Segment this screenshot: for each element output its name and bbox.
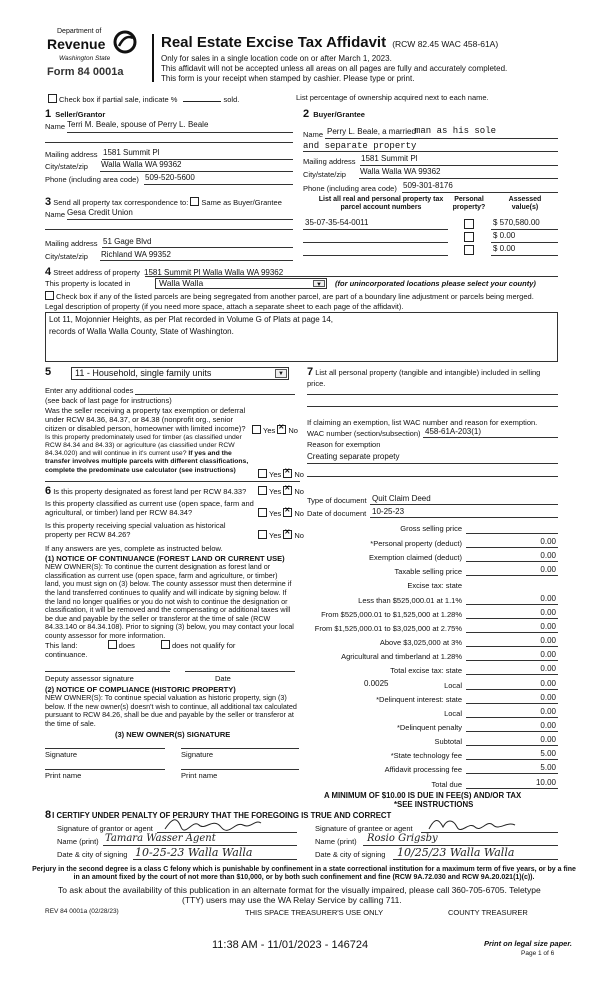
legal-label: Legal description of property (if you need more space, attach a separate sheet to each page of the affidavit).: [45, 302, 404, 311]
section-2: [303, 108, 558, 198]
same-as-buyer-checkbox[interactable]: [190, 197, 199, 206]
timber-question-text: Is this property predominately used for timber (as classified under RCW 84.34 and 84.33) or agriculture (as classified under RCW 84.34.020) and will continue in it's current use?: [45, 434, 242, 458]
tax-calculation: [300, 524, 558, 799]
section-4: [45, 266, 558, 362]
grantor-date-label: Date & city of signing: [57, 850, 128, 859]
grantee-date-field[interactable]: 10/25/23 Walla Walla: [397, 846, 515, 859]
grantee-signature[interactable]: [427, 815, 517, 833]
current-use-question: Is this property classified as current use (open space, farm and agricultural, or timber) land per RCW 84.34?: [45, 499, 254, 517]
segregated-checkbox[interactable]: [45, 291, 54, 300]
yes-label: Yes: [269, 487, 282, 496]
parcel-account-line: [303, 255, 448, 256]
partial-sold-label: sold.: [223, 95, 240, 104]
historic-no-checkbox[interactable]: [283, 530, 292, 539]
owner-sig1-label: Signature: [45, 750, 78, 759]
owner-print2-line: [181, 769, 299, 770]
tech-fee-line: [466, 759, 558, 760]
forest-question-text: Is this property designated as forest land per RCW 84.33?: [53, 487, 247, 496]
grantee-sig-line: [421, 832, 558, 833]
no-label: No: [294, 509, 304, 518]
tax-name-field[interactable]: Gesa Credit Union: [67, 208, 133, 217]
agri-value[interactable]: 0.00: [540, 650, 556, 659]
local-value[interactable]: 0.00: [540, 679, 556, 688]
alt-format-1: To ask about the availability of this publication in an alternate format for the visually impaired, please call 360-705-6705. Teletype: [58, 885, 541, 895]
tax-name-label: Name: [45, 210, 66, 219]
header-divider: [152, 34, 154, 82]
penalty-label: *Delinquent penalty: [396, 723, 462, 732]
tech-fee-label: *State technology fee: [390, 751, 462, 760]
see-instructions: *SEE INSTRUCTIONS: [394, 800, 474, 809]
grantee-sig-label: Signature of grantee or agent: [315, 824, 413, 833]
does-not-checkbox[interactable]: [161, 640, 170, 649]
grantor-date-line: [133, 859, 297, 860]
exemption-question: Was the seller receiving a property tax exemption or deferral under RCW 84.36, 84.37, or 84.38 (nonprofit org., senior citizen or disabled person, homeowner with limited income)?: [45, 406, 246, 433]
this-land-row: [45, 640, 235, 650]
parcel-value-line: [491, 255, 558, 256]
yes-label: Yes: [269, 531, 282, 540]
section-8: [45, 809, 558, 869]
tier1-value[interactable]: 0.00: [540, 594, 556, 603]
tax-mail-label: Mailing address: [45, 239, 98, 248]
grantee-name-field[interactable]: Rosio Grigsby: [367, 833, 438, 844]
wac-line: [423, 437, 558, 438]
q2-yesno: [258, 469, 304, 479]
section-6-number: 6: [45, 485, 52, 497]
buyer-city-field[interactable]: Walla Walla WA 99362: [360, 167, 441, 176]
buyer-mail-line: [360, 165, 558, 166]
subtotal-value[interactable]: 0.00: [540, 735, 556, 744]
delinquent-state-line: [466, 703, 558, 704]
buyer-mail-field[interactable]: 1581 Summit Pl: [361, 154, 418, 163]
seller-phone-field[interactable]: 509-520-5600: [145, 173, 195, 182]
q2-no-checkbox[interactable]: [283, 469, 292, 478]
notice2-title: (2) NOTICE OF COMPLIANCE (HISTORIC PROPERTY): [45, 685, 236, 694]
personal-property-text: List all personal property (tangible and intangible) included in selling price.: [307, 368, 541, 389]
revision-label: REV 84 0001a (02/28/23): [45, 908, 119, 915]
section-1-number: 1: [45, 108, 52, 120]
no-label: No: [294, 470, 304, 479]
unincorp-note: (for unincorporated locations please select your county): [335, 279, 536, 288]
form-number: Form 84 0001a: [47, 66, 124, 78]
if-any-yes: If any answers are yes, complete as instructed below.: [45, 544, 223, 553]
section-7: [307, 366, 558, 521]
agri-line: [466, 660, 558, 661]
notice1-title: (1) NOTICE OF CONTINUANCE (FOREST LAND OR CURRENT USE): [45, 554, 285, 563]
reason-label: Reason for exemption: [307, 440, 381, 449]
partial-sale-label: Check box if partial sale, indicate %: [59, 95, 178, 104]
buyer-name-label: Name: [303, 130, 324, 139]
parcel-account-line: [303, 242, 448, 243]
perjury-text: Perjury in the second degree is a class C felony which is punishable by confinement in a state correctional institution for a maximum term of five years, or by a fine in an amount fixed by the court of not more than $10,000, or by both such confinement and fine (RCW 9A.72.030 and RCW 9A.20.021(1)(c)).: [32, 866, 576, 882]
subtotal-line: [466, 745, 558, 746]
grantee-date-line: [393, 859, 558, 860]
notice3-title: (3) NEW OWNER(S) SIGNATURE: [115, 730, 231, 739]
doc-type-field[interactable]: Quit Claim Deed: [372, 494, 431, 503]
timber-question: [45, 434, 251, 475]
section-5-number: 5: [45, 366, 52, 378]
buyer-city-label: City/state/zip: [303, 170, 346, 179]
segregated-row: [45, 291, 534, 301]
agri-label: Agricultural and timberland at 1.28%: [341, 652, 462, 661]
forest-no-checkbox[interactable]: [283, 486, 292, 495]
personal-property-question: [307, 366, 558, 388]
section-3: [45, 196, 297, 262]
taxable-value[interactable]: 0.00: [540, 565, 556, 574]
street-label: Street address of property: [53, 268, 140, 277]
grantee-name-label: Name (print): [315, 837, 357, 846]
header-sub1: Only for sales in a single location code on or after March 1, 2023.: [161, 54, 392, 63]
parcel-row: [303, 218, 558, 230]
codes-label: Enter any additional codes: [45, 386, 134, 395]
header-sub3: This form is your receipt when stamped by cashier. Please type or print.: [161, 74, 415, 83]
total-state-label: Total excise tax: state: [390, 666, 462, 675]
parcel-row: [303, 231, 558, 243]
tier3-line: [466, 632, 558, 633]
partial-sale-checkbox[interactable]: [48, 94, 57, 103]
parcel-account[interactable]: 35-07-35-54-0011: [305, 218, 369, 227]
local-label: Local: [444, 681, 462, 690]
tier4-label: Above $3,025,000 at 3%: [379, 638, 462, 647]
tax-city-label: City/state/zip: [45, 252, 88, 261]
pp-line1: [307, 394, 558, 395]
tier1-line: [466, 604, 558, 605]
codes-note: (see back of last page for instructions): [45, 396, 172, 405]
tier3-value[interactable]: 0.00: [540, 622, 556, 631]
tax-city-field[interactable]: Richland WA 99352: [101, 250, 171, 259]
tax-name-line2: [45, 229, 293, 230]
location-value: Walla Walla: [159, 278, 204, 288]
dept-line1: Department of: [57, 28, 102, 35]
seller-mail-label: Mailing address: [45, 150, 98, 159]
seller-name-field[interactable]: Terri M. Beale, spouse of Perry L. Beale: [67, 120, 209, 129]
no-label: No: [294, 487, 304, 496]
treasurer-space: THIS SPACE TREASURER'S USE ONLY: [245, 908, 384, 917]
section-4-number: 4: [45, 266, 52, 278]
location-select[interactable]: [155, 278, 327, 289]
certify-text: I CERTIFY UNDER PENALTY OF PERJURY THAT THE FOREGOING IS TRUE AND CORRECT: [52, 811, 392, 820]
section-1: [45, 108, 293, 188]
partial-sale-row: [48, 93, 239, 104]
tax-name-line: [67, 219, 293, 220]
grantee-date-label: Date & city of signing: [315, 850, 386, 859]
form-rcw: (RCW 82.45 WAC 458-61A): [392, 39, 499, 49]
this-land-label: This land:: [45, 641, 78, 650]
notice2-text: NEW OWNER(S): To continue special valuation as historic property, sign (3) below. If the new owner(s) doesn't wish to continue, all additional tax calculated pursuant to RCW 84.26, shall be due and payable by the seller or transferor at the time of sale.: [45, 693, 297, 728]
seller-name-label: Name: [45, 122, 66, 131]
chevron-down-icon[interactable]: ▼: [313, 280, 325, 287]
parcel-value[interactable]: $ 0.00: [493, 244, 516, 253]
tax-city-line: [100, 260, 293, 261]
yes-label: Yes: [269, 509, 282, 518]
form-title-row: [161, 34, 498, 52]
buyer-name-typed: man as his sole: [415, 126, 497, 136]
local-line: [466, 689, 558, 690]
street-field[interactable]: 1581 Summit Pl Walla Walla WA 99362: [144, 268, 284, 277]
parcels-header-assessed: Assessed value(s): [508, 196, 542, 212]
dor-logo: [45, 28, 145, 80]
codes-line: [135, 394, 295, 395]
wac-label: WAC number (section/subsection): [307, 429, 421, 438]
located-label: This property is located in: [45, 279, 131, 288]
doc-type-line: [370, 504, 558, 505]
owner-sig1-line: [45, 748, 165, 749]
section-2-title: Buyer/Grantee: [313, 110, 365, 119]
no-label: No: [294, 531, 304, 540]
segregated-label: Check box if any of the listed parcels are being segregated from another parcel, are part of a boundary line adjustment or parcels being merged.: [56, 292, 534, 301]
notice1-text: NEW OWNER(S): To continue the current designation as forest land or classification as current use (open space, farm and agriculture, or timber) land, you must sign on (3) below. The county assessor must then determine if the land transferred continues to qualify and will indicate by signing below. If the land no longer qualifies or you do not wish to continue the designation or classification, it will be removed and the compensating or additional taxes will be due and payable by the seller or transferor at the time of sale (RCW 84.33.140 or 84.34.108). Prior to signing (3) below, you may contact your local county assessor for more information.: [45, 562, 294, 641]
buyer-phone-field[interactable]: 509-301-8176: [403, 181, 453, 190]
seller-name-line2: [45, 142, 293, 143]
doc-date-field[interactable]: 10-25-23: [372, 507, 405, 516]
tax-mail-line: [102, 247, 293, 248]
chevron-down-icon[interactable]: ▼: [275, 369, 287, 378]
parcel-value[interactable]: $ 570,580.00: [493, 218, 540, 227]
tier1-label: Less than $525,000.01 at 1.1%: [358, 596, 462, 605]
deputy-line: [45, 671, 170, 672]
tier3-label: From $1,525,000.01 to $3,025,000 at 2.75%: [314, 624, 462, 633]
q1-no-checkbox[interactable]: [277, 425, 286, 434]
timber-question-bold: If yes and the transfer involves multiple parcels with different classifications, complete the predominate use calculator (see instructions): [45, 450, 249, 474]
seller-name-line: [67, 132, 293, 133]
personal-line: [466, 547, 558, 548]
gross-line: [466, 533, 558, 534]
owner-print2-label: Print name: [181, 771, 218, 780]
total-due-value[interactable]: 10.00: [535, 778, 556, 787]
section-7-number: 7: [307, 366, 314, 378]
total-due-label: Total due: [431, 780, 462, 789]
total-state-line: [466, 674, 558, 675]
delinquent-state-label: *Delinquent interest: state: [376, 695, 462, 704]
proc-fee-label: Affidavit processing fee: [384, 765, 462, 774]
q2-yes-checkbox[interactable]: [258, 469, 267, 478]
taxable-line: [466, 575, 558, 576]
dor-swirl-icon: [111, 30, 139, 54]
land-use-select[interactable]: [71, 367, 289, 380]
forest-yesno: [258, 486, 304, 496]
buyer-mail-label: Mailing address: [303, 157, 356, 166]
minimum-note: A MINIMUM OF $10.00 IS DUE IN FEE(S) AND/OR TAX: [324, 791, 522, 800]
deputy-label: Deputy assessor signature: [45, 674, 134, 683]
ownership-pct-note: List percentage of ownership acquired next to each name.: [296, 93, 489, 102]
buyer-name-line: [325, 138, 558, 139]
owner-sig2-line: [181, 748, 299, 749]
subtotal-label: Subtotal: [434, 737, 462, 746]
does-not-label: does not qualify for: [171, 641, 236, 650]
delinquent-local-value[interactable]: 0.00: [540, 707, 556, 716]
excise-state-label: Excise tax: state: [407, 581, 462, 590]
reason-field[interactable]: Creating separate propety: [307, 452, 400, 461]
header-sub2: This affidavit will not be accepted unless all areas on all pages are fully and accurately completed.: [161, 64, 508, 73]
section-5: [45, 366, 304, 482]
no-label: No: [288, 426, 298, 435]
grantor-name-field[interactable]: Tamara Wasser Agent: [105, 833, 216, 844]
legal-paper-note: Print on legal size paper.: [484, 939, 572, 948]
yes-label: Yes: [263, 426, 276, 435]
delinquent-local-label: Local: [444, 709, 462, 718]
doc-date-line: [370, 517, 558, 518]
parcels-header-personal: Personal property?: [452, 196, 486, 212]
section-1-title: Seller/Grantor: [55, 110, 106, 119]
parcel-personal-checkbox[interactable]: [464, 219, 474, 229]
local-rate: 0.0025: [364, 679, 389, 688]
section-3-label: Send all property tax correspondence to:: [53, 198, 189, 207]
q1-yesno: [252, 425, 298, 435]
historic-yes-checkbox[interactable]: [258, 530, 267, 539]
buyer-phone-label: Phone (including area code): [303, 184, 397, 193]
alt-format-2: (TTY) users may use the WA Relay Service by calling 711.: [182, 895, 402, 905]
seller-phone-label: Phone (including area code): [45, 175, 139, 184]
doc-date-label: Date of document: [307, 509, 367, 518]
grantor-name-label: Name (print): [57, 837, 99, 846]
parcel-personal-checkbox[interactable]: [464, 245, 474, 255]
does-label: does: [118, 641, 135, 650]
deputy-date-line: [185, 671, 295, 672]
grantor-signature[interactable]: [163, 815, 263, 833]
forest-yes-checkbox[interactable]: [258, 486, 267, 495]
taxable-label: Taxable selling price: [394, 567, 462, 576]
seller-city-line: [100, 171, 293, 172]
parcels-table: [303, 196, 558, 266]
buyer-phone-line: [402, 192, 558, 193]
seller-city-field[interactable]: Walla Walla WA 99362: [101, 160, 182, 169]
proc-fee-line: [466, 773, 558, 774]
parcel-row: [303, 244, 558, 256]
tier4-line: [466, 646, 558, 647]
grantor-date-field[interactable]: 10-25-23 Walla Walla: [135, 846, 253, 859]
form-title: Real Estate Excise Tax Affidavit: [161, 34, 387, 51]
owner-sig2-label: Signature: [181, 750, 214, 759]
parcels-header-account: List all real and personal property tax parcel account numbers: [318, 196, 444, 212]
dept-line2: Revenue: [47, 36, 106, 52]
penalty-line: [466, 731, 558, 732]
parcel-personal-checkbox[interactable]: [464, 232, 474, 242]
gross-label: Gross selling price: [400, 524, 462, 533]
delinquent-local-line: [466, 717, 558, 718]
current-use-yes-checkbox[interactable]: [258, 508, 267, 517]
yes-label: Yes: [269, 470, 282, 479]
land-use-value: 11 - Household, single family units: [75, 368, 212, 378]
street-line: [145, 276, 558, 277]
tier2-line: [466, 618, 558, 619]
q1-yes-checkbox[interactable]: [252, 425, 261, 434]
section-6: [45, 485, 304, 810]
penalty-value[interactable]: 0.00: [540, 721, 556, 730]
buyer-name-typed2: and separate property: [303, 141, 417, 151]
proc-fee-value[interactable]: 5.00: [540, 763, 556, 772]
section-3-number: 3: [45, 196, 52, 208]
doc-type-label: Type of document: [307, 496, 367, 505]
buyer-name-line2: [303, 151, 558, 152]
section-2-number: 2: [303, 108, 310, 120]
tier2-label: From $525,000.01 to $1,525,000 at 1.28%: [321, 610, 462, 619]
parcel-value-line: [491, 229, 558, 230]
same-as-buyer-label: Same as Buyer/Grantee: [201, 198, 282, 207]
partial-percent-field[interactable]: [183, 93, 221, 102]
legal-description-box[interactable]: [45, 312, 558, 362]
forest-question: [45, 485, 255, 498]
parcel-value[interactable]: $ 0.00: [493, 231, 516, 240]
owner-print1-line: [45, 769, 165, 770]
tier4-value[interactable]: 0.00: [540, 636, 556, 645]
does-checkbox[interactable]: [108, 640, 117, 649]
parcel-value-line: [491, 242, 558, 243]
perjury-notice: [30, 866, 578, 882]
personal-label: *Personal property (deduct): [370, 539, 462, 548]
personal-value[interactable]: 0.00: [540, 537, 556, 546]
historic-question: Is this property receiving special valuation as historical property per RCW 84.26?: [45, 521, 226, 539]
exemption-label: Exemption claimed (deduct): [369, 553, 462, 562]
seller-phone-line: [144, 184, 293, 185]
section-5-divider: [45, 481, 300, 482]
exemption-line: [466, 561, 558, 562]
recording-stamp: 11:38 AM - 11/01/2023 - 146724: [212, 939, 369, 951]
county-treasurer: COUNTY TREASURER: [448, 908, 528, 917]
parcel-account-line: [303, 229, 448, 230]
grantor-sig-label: Signature of grantor or agent: [57, 824, 153, 833]
exemption-value[interactable]: 0.00: [540, 551, 556, 560]
tax-mail-field[interactable]: 51 Gage Blvd: [103, 237, 152, 246]
seller-mail-field[interactable]: 1581 Summit Pl: [103, 148, 160, 157]
buyer-name-field[interactable]: Perry L. Beale, a married: [327, 127, 416, 136]
seller-city-label: City/state/zip: [45, 162, 88, 171]
owner-print1-label: Print name: [45, 771, 82, 780]
buyer-city-line: [359, 178, 558, 179]
tier2-value[interactable]: 0.00: [540, 608, 556, 617]
dept-line3: Washington State: [59, 55, 111, 62]
tech-fee-value[interactable]: 5.00: [540, 749, 556, 758]
historic-yesno: [258, 530, 304, 540]
wac-field[interactable]: 458-61A-203(1): [425, 427, 482, 436]
section-8-number: 8: [45, 809, 52, 821]
legal-line1: Lot 11, Mojonnier Heights, as per Plat recorded in Volume G of Plats at page 14,: [49, 315, 334, 324]
delinquent-state-value[interactable]: 0.00: [540, 693, 556, 702]
reason-line2: [307, 476, 558, 477]
total-state-value[interactable]: 0.00: [540, 664, 556, 673]
legal-line2: records of Walla Walla County, State of Washington.: [49, 326, 234, 336]
current-use-yesno: [258, 508, 304, 518]
exempt-label: If claiming an exemption, list WAC number and reason for exemption.: [307, 418, 538, 427]
total-due-line: [466, 788, 558, 789]
pp-line2: [307, 406, 558, 407]
continuance-label: continuance.: [45, 650, 88, 659]
reason-line1: [307, 463, 558, 464]
deputy-date-label: Date: [215, 674, 231, 683]
current-use-no-checkbox[interactable]: [283, 508, 292, 517]
page-number: Page 1 of 6: [521, 950, 555, 957]
